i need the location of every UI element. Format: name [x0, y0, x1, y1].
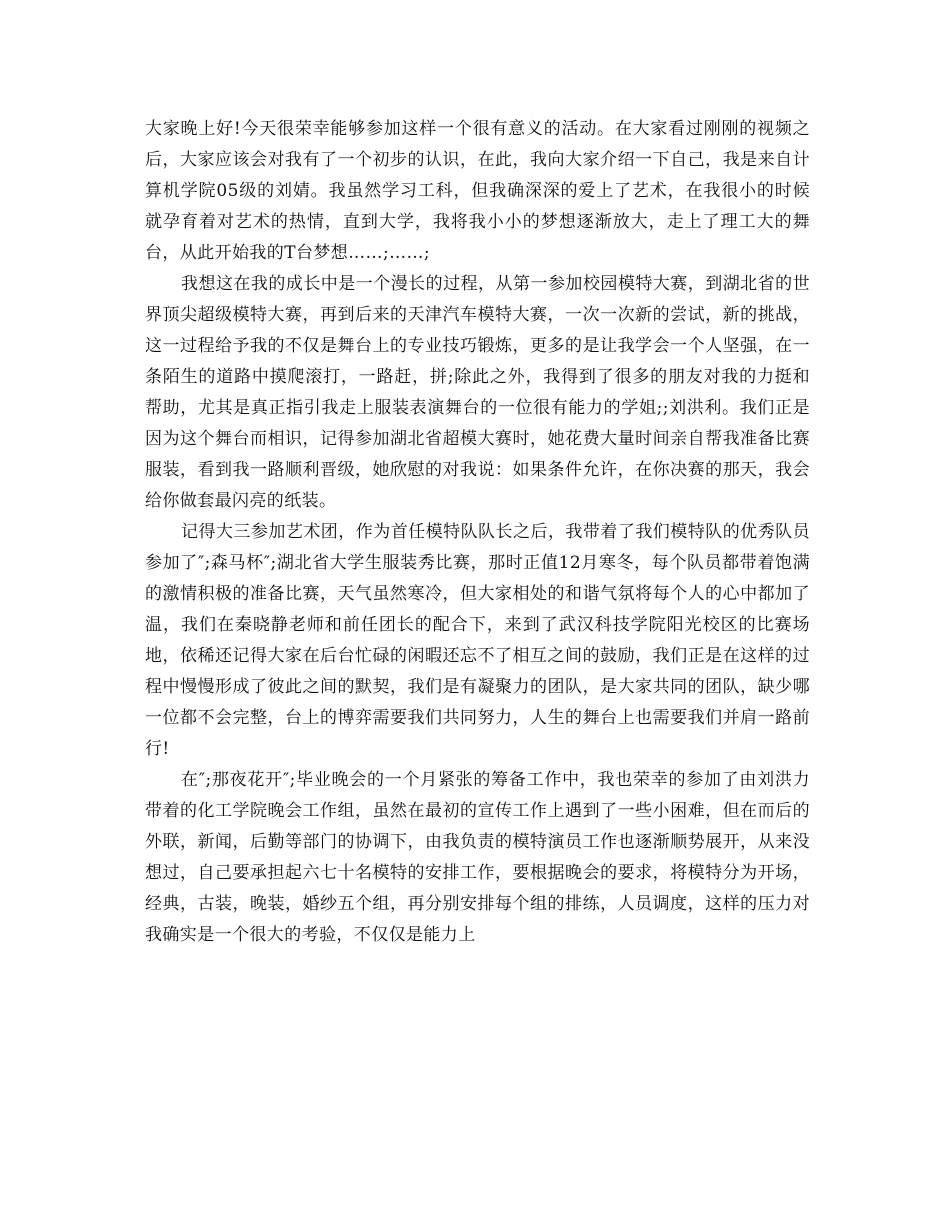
paragraph-3: 记得大三参加艺术团，作为首任模特队队长之后，我带着了我们模特队的优秀队员参加了″;森马杯″;湖北省大学生服装秀比赛，那时正值12月寒冬，每个队员都带着饱满的激情积极的准备比赛，天气虽然寒冷，但大家相处的和谐气氛将每个人的心中都加了温，我们在秦晓静老师和前任团长的配合下，来到了武汉科技学院阳光校区的比赛场地，依稀还记得大家在后台忙碌的闲暇还忘不了相互之间的鼓励，我们正是在这样的过程中慢慢形成了彼此之间的默契，我们是有凝聚力的团队，是大家共同的团队，缺少哪一位都不会完整，台上的博弈需要我们共同努力，人生的舞台上也需要我们并肩一路前行! [145, 522, 810, 759]
document-body [145, 114, 810, 951]
paragraph-1: 大家晚上好!今天很荣幸能够参加这样一个很有意义的活动。在大家看过刚刚的视频之后，大家应该会对我有了一个初步的认识，在此，我向大家介绍一下自己，我是来自计算机学院05级的刘婧。我虽然学习工科，但我确深深的爱上了艺术，在我很小的时候就孕育着对艺术的热情，直到大学，我将我小小的梦想逐渐放大，走上了理工大的舞台，从此开始我的T台梦想……;……; [145, 119, 810, 263]
paragraph-4: 在″;那夜花开″;毕业晚会的一个月紧张的筹备工作中，我也荣幸的参加了由刘洪力带着的化工学院晚会工作组，虽然在最初的宣传工作上遇到了一些小困难，但在而后的外联，新闻，后勤等部门的协调下，由我负责的模特演员工作也逐渐顺势展开，从来没想过，自己要承担起六七十名模特的安排工作，要根据晚会的要求，将模特分为开场，经典，古装，晚装，婚纱五个组，再分别安排每个组的排练，人员调度，这样的压力对我确实是一个很大的考验，不仅仅是能力上 [145, 770, 810, 945]
paragraph-2: 我想这在我的成长中是一个漫长的过程，从第一参加校园模特大赛，到湖北省的世界顶尖超级模特大赛，再到后来的天津汽车模特大赛，一次一次新的尝试，新的挑战，这一过程给予我的不仅是舞台上的专业技巧锻炼，更多的是让我学会一个人坚强，在一条陌生的道路中摸爬滚打，一路赶，拼;除此之外，我得到了很多的朋友对我的力挺和帮助，尤其是真正指引我走上服装表演舞台的一位很有能力的学姐;;刘洪利。我们正是因为这个舞台而相识，记得参加湖北省超模大赛时，她花费大量时间亲自帮我准备比赛服装，看到我一路顺利晋级，她欣慰的对我说：如果条件允许，在你决赛的那天，我会给你做套最闪亮的纸装。 [145, 274, 810, 511]
